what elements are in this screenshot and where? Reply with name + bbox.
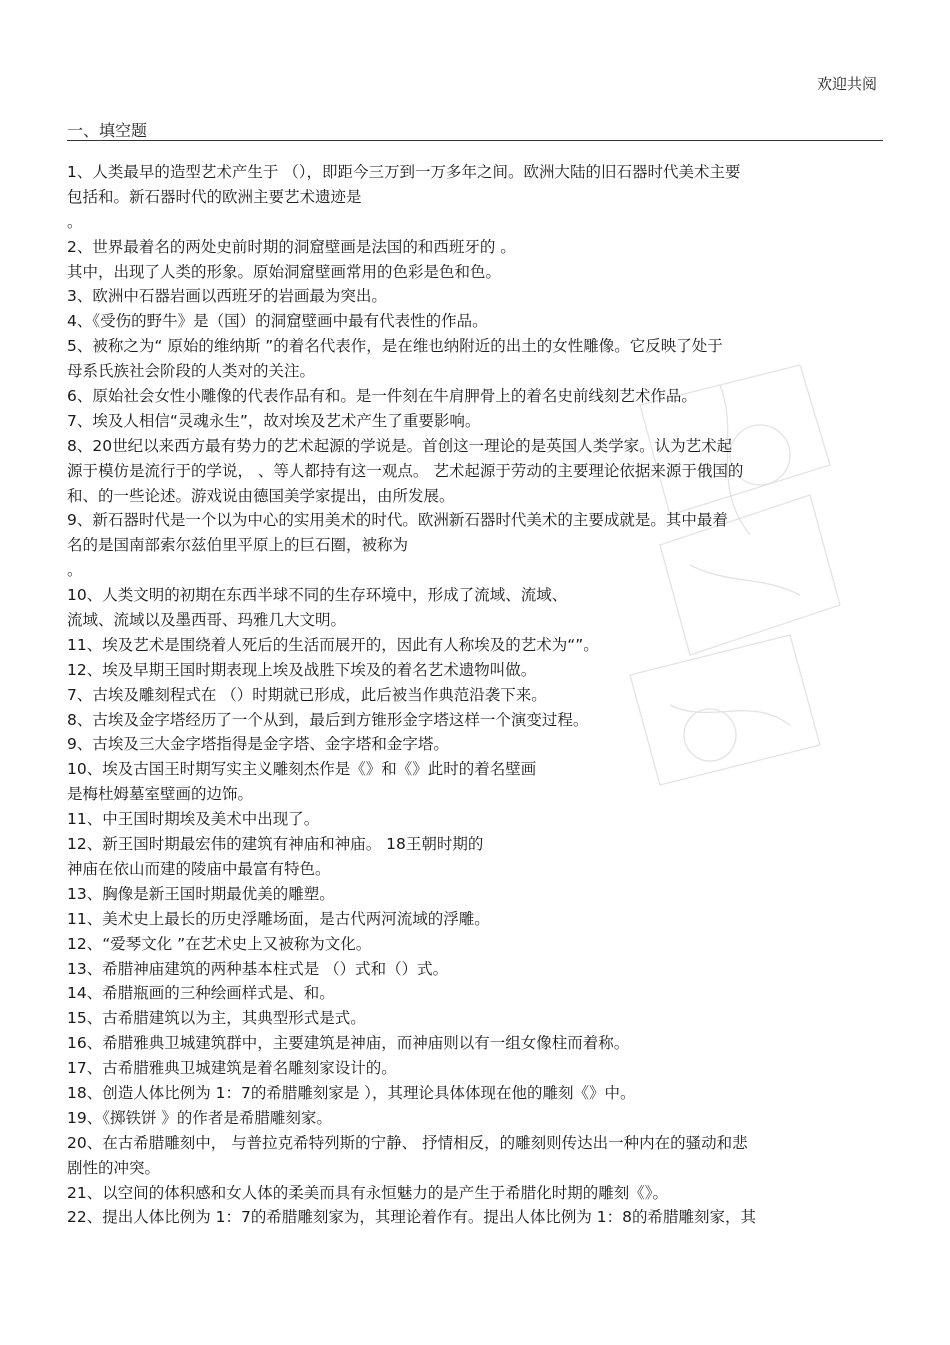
question-line: 10、人类文明的初期在东西半球不同的生存环境中，形成了流域、流域、 xyxy=(67,586,568,605)
question-line: 17、古希腊雅典卫城建筑是着名雕刻家设计的。 xyxy=(67,1059,397,1078)
question-line: 5、被称之为“ 原始的维纳斯 ”的着名代表作，是在维也纳附近的出土的女性雕像。它反映了处于 xyxy=(67,337,723,356)
question-line: 21、以空间的体积感和女人体的柔美而具有永恒魅力的是产生于希腊化时期的雕刻《》。 xyxy=(67,1183,668,1202)
question-line: 12、新王国时期最宏伟的建筑有神庙和神庙。 18王朝时期的 xyxy=(67,835,484,854)
question-line: 11、埃及艺术是围绕着人死后的生活而展开的，因此有人称埃及的艺术为“”。 xyxy=(67,635,599,654)
question-line: 11、中王国时期埃及美术中出现了。 xyxy=(67,810,320,829)
question-line: 13、胸像是新王国时期最优美的雕塑。 xyxy=(67,884,335,903)
question-line: 9、古埃及三大金字塔指得是金字塔、金字塔和金字塔。 xyxy=(67,735,449,754)
question-line: 。 xyxy=(67,561,83,580)
question-line: 2、世界最着名的两处史前时期的洞窟壁画是法国的和西班牙的 。 xyxy=(67,237,516,256)
question-line: 10、埃及古国王时期写实主义雕刻杰作是《》和《》此时的着名壁画 xyxy=(67,760,537,779)
question-line: 13、希腊神庙建筑的两种基本柱式是 （）式和（）式。 xyxy=(67,959,449,978)
title-divider xyxy=(67,140,883,141)
question-line: 7、埃及人相信“灵魂永生”，故对埃及艺术产生了重要影响。 xyxy=(67,411,481,430)
question-line: 名的是国南部索尔兹伯里平原上的巨石圈，被称为 xyxy=(67,536,409,555)
question-line: 20、在古希腊雕刻中， 与普拉克希特列斯的宁静、 抒情相反，的雕刻则传达出一种内在的骚动和悲 xyxy=(67,1133,748,1152)
question-line: 16、希腊雅典卫城建筑群中，主要建筑是神庙，而神庙则以有一组女像柱而着称。 xyxy=(67,1034,630,1053)
question-line: 是梅杜姆墓室壁画的边饰。 xyxy=(67,785,254,804)
question-line: 6、原始社会女性小雕像的代表作品有和。是一件刻在牛肩胛骨上的着名史前线刻艺术作品。 xyxy=(67,387,697,406)
question-line: 流域、流域以及墨西哥、玛雅几大文明。 xyxy=(67,611,347,630)
question-line: 8、古埃及金字塔经历了一个从到，最后到方锥形金字塔这样一个演变过程。 xyxy=(67,710,589,729)
section-title: 一、填空题 xyxy=(67,121,148,140)
question-line: 4、《受伤的野牛》是（国）的洞窟壁画中最有代表性的作品。 xyxy=(67,312,488,331)
question-line: 母系氏族社会阶段的人类对的关注。 xyxy=(67,362,316,381)
question-line: 12、“爱琴文化 ”在艺术史上又被称为文化。 xyxy=(67,934,372,953)
question-line: 3、欧洲中石器岩画以西班牙的岩画最为突出。 xyxy=(67,287,387,306)
question-line: 和、的一些论述。游戏说由德国美学家提出，由所发展。 xyxy=(67,486,455,505)
question-list xyxy=(67,160,867,1230)
question-line: 其中，出现了人类的形象。原始洞窟壁画常用的色彩是色和色。 xyxy=(67,262,502,281)
question-line: 源于模仿是流行于的学说， 、等人都持有这一观点。 艺术起源于劳动的主要理论依据来源于俄国的 xyxy=(67,461,744,480)
header-text: 欢迎共阅 xyxy=(816,75,877,93)
question-line: 1、人类最早的造型艺术产生于 （），即距今三万到一万多年之间。欧洲大陆的旧石器时代美术主要 xyxy=(67,163,741,181)
question-line: 22、提出人体比例为 1：7的希腊雕刻家为，其理论着作有。提出人体比例为 1：8的希腊雕刻家，其 xyxy=(67,1208,757,1227)
question-line: 。 xyxy=(67,212,83,231)
question-line: 11、美术史上最长的历史浮雕场面，是古代两河流域的浮雕。 xyxy=(67,909,490,928)
question-line: 包括和。新石器时代的欧洲主要艺术遗迹是 xyxy=(67,187,362,206)
question-line: 9、新石器时代是一个以为中心的实用美术的时代。欧洲新石器时代美术的主要成就是。其中最着 xyxy=(67,511,728,530)
question-line: 8、20世纪以来西方最有势力的艺术起源的学说是。首创这一理论的是英国人类学家。认为艺术起 xyxy=(67,436,733,455)
question-line: 7、古埃及雕刻程式在 （）时期就已形成，此后被当作典范沿袭下来。 xyxy=(67,685,547,704)
question-line: 18、创造人体比例为 1：7的希腊雕刻家是 ），其理论具体体现在他的雕刻《》中。 xyxy=(67,1083,636,1102)
question-line: 15、古希腊建筑以为主，其典型形式是式。 xyxy=(67,1009,366,1028)
question-line: 剧性的冲突。 xyxy=(67,1158,161,1177)
question-line: 神庙在依山而建的陵庙中最富有特色。 xyxy=(67,859,331,878)
question-line: 12、埃及早期王国时期表现上埃及战胜下埃及的着名艺术遗物叫做。 xyxy=(67,660,537,679)
question-line: 14、希腊瓶画的三种绘画样式是、和。 xyxy=(67,984,335,1003)
question-line: 19、《掷铁饼 》的作者是希腊雕刻家。 xyxy=(67,1108,332,1127)
